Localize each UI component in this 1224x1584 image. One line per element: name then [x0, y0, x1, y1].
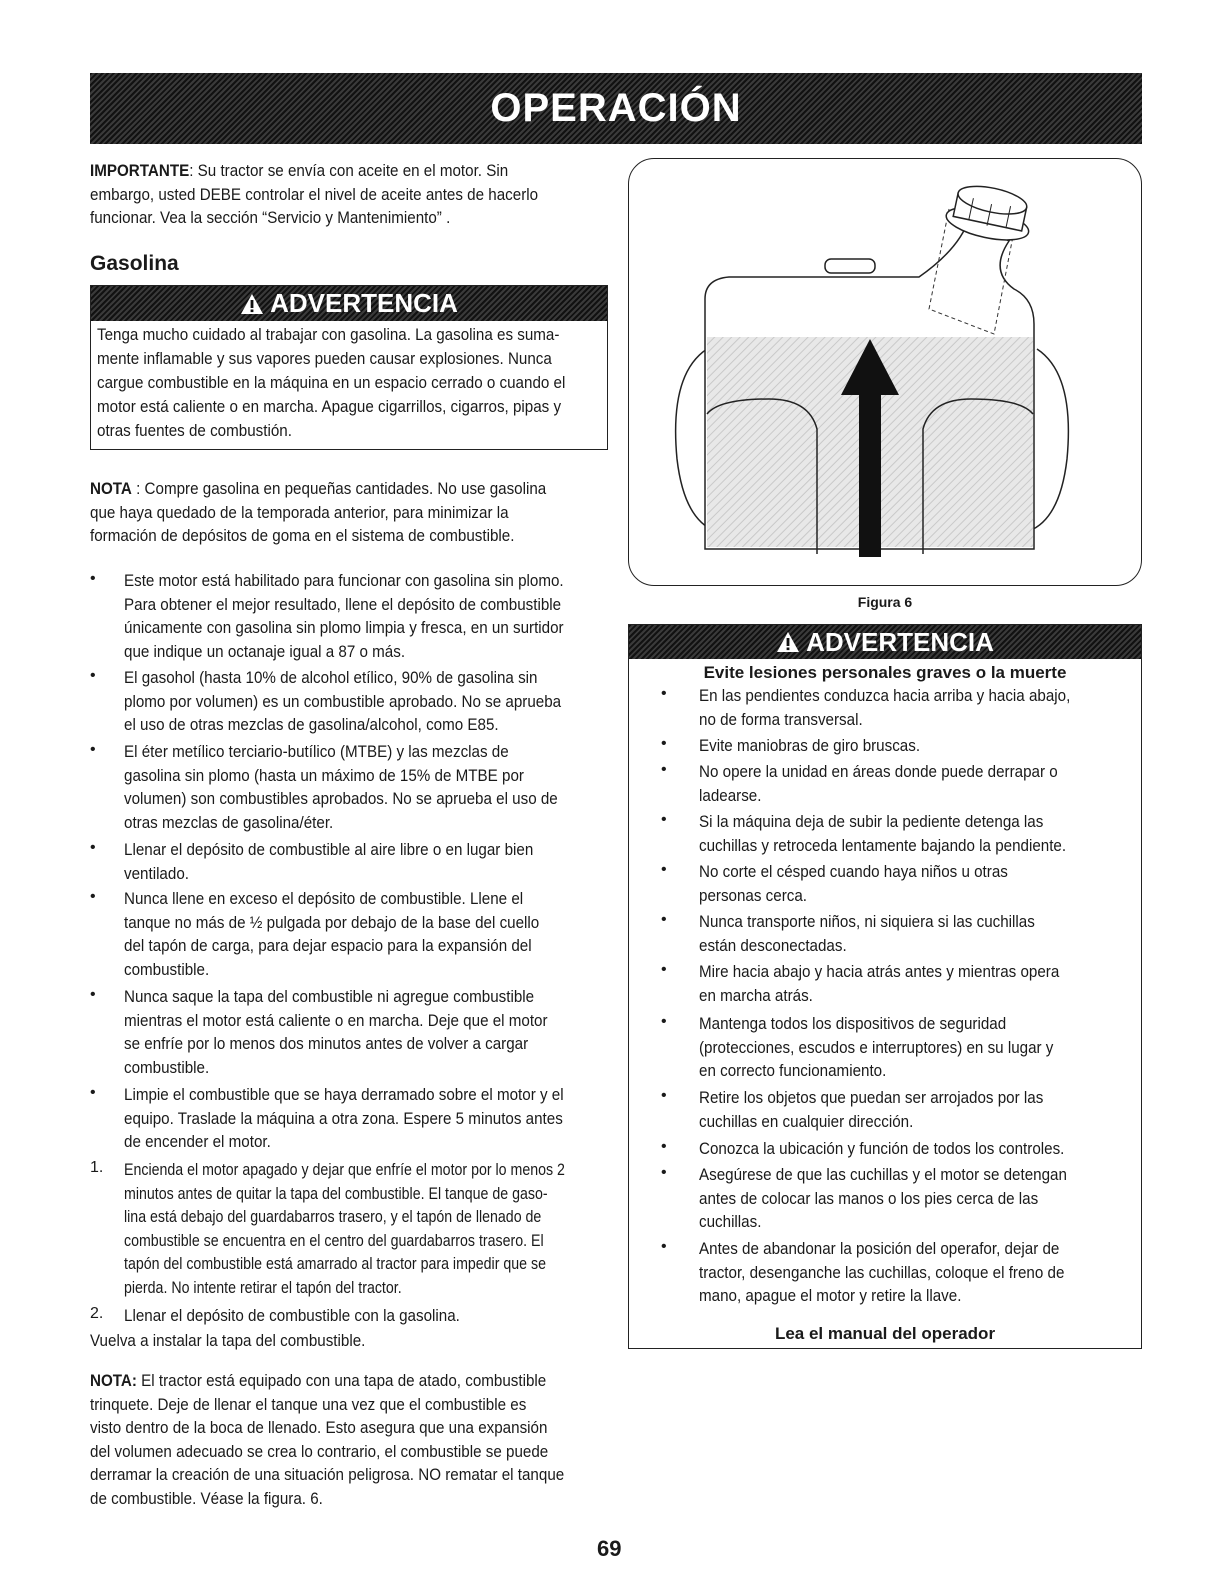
list-line: Para obtener el mejor resultado, llene el depósito de combustible — [124, 595, 562, 614]
list-line: ventilado. — [124, 864, 189, 883]
list-line: gasolina sin plomo (hasta un máximo de 15% de MTBE por — [124, 766, 524, 785]
warning-title: ADVERTENCIA — [806, 626, 994, 657]
list-line: combustible. — [124, 960, 210, 979]
warning-line: ladearse. — [699, 786, 762, 805]
list-line: Llenar el depósito de combustible al aire libre o en lugar bien — [124, 841, 534, 859]
warning-triangle-icon — [240, 293, 264, 315]
warning-line: cargue combustible en la máquina en un espacio cerrado o cuando el — [97, 374, 566, 392]
reinstall-note — [90, 1330, 610, 1354]
nota-line: del volumen adecuado se crea lo contrario, el combustible se puede — [90, 1442, 549, 1461]
warning-line: personas cerca. — [699, 886, 808, 905]
nota-label: NOTA — [90, 480, 132, 498]
importante-label: IMPORTANTE — [90, 162, 190, 180]
warning-line: en correcto funcionamiento. — [699, 1062, 887, 1080]
list-line: combustible. — [124, 1058, 210, 1077]
warning-line: Asegúrese de que las cuchillas y el motor se detengan — [699, 1166, 1067, 1184]
step-number: 1. — [90, 1159, 104, 1176]
list-line: mientras el motor está caliente o en marcha. Deje que el motor — [124, 1011, 548, 1030]
figure-frame — [628, 158, 1142, 586]
bullet-mark: • — [661, 961, 667, 978]
bullet-mark: • — [90, 839, 96, 856]
list-line: El éter metílico terciario-butílico (MTBE) y las mezclas de — [124, 743, 509, 761]
importante-note — [90, 160, 610, 231]
importante-line: : Su tractor se envía con aceite en el motor. Sin — [189, 162, 509, 180]
list-line: del tapón de carga, para dejar espacio para la expansión del — [124, 937, 532, 955]
bullet-mark: • — [661, 811, 667, 828]
bullet-mark: • — [661, 735, 667, 752]
warning-line: En las pendientes conduzca hacia arriba y hacia abajo, — [699, 687, 1071, 705]
nota-line: : Compre gasolina en pequeñas cantidades. No use gasolina — [131, 480, 547, 498]
warning-line: están desconectadas. — [699, 936, 847, 955]
warning-line: mano, apague el motor y retire la llave. — [699, 1287, 962, 1305]
list-line: que indique un octanaje igual a 87 o más. — [124, 642, 406, 661]
list-line: tanque no más de ½ pulgada por debajo de la base del cuello — [124, 913, 540, 932]
warning-line: cuchillas en cualquier dirección. — [699, 1112, 914, 1131]
nota-label: NOTA: — [90, 1372, 137, 1390]
warning-line: otras fuentes de combustión. — [97, 422, 292, 440]
importante-line: embargo, usted DEBE controlar el nivel de aceite antes de hacerlo — [90, 185, 539, 204]
fuel-tank-fill-illustration — [629, 159, 1141, 585]
list-line: Limpie el combustible que se haya derramado sobre el motor y el — [124, 1086, 564, 1104]
warning-line: No corte el césped cuando haya niños u otras — [699, 863, 1008, 881]
nota-line: formación de depósitos de goma en el sistema de combustible. — [90, 527, 515, 545]
list-line: otras mezclas de gasolina/éter. — [124, 813, 334, 832]
bullet-mark: • — [661, 1164, 667, 1181]
page-title: OPERACIÓN — [490, 86, 742, 130]
warning-header — [629, 625, 1141, 659]
bullet-mark: • — [661, 911, 667, 928]
figure-caption: Figura 6 — [857, 594, 913, 610]
bullet-mark: • — [661, 1013, 667, 1030]
warning-line: Si la máquina deja de subir la pediente detenga las — [699, 813, 1044, 831]
warning-line: no de forma transversal. — [699, 710, 863, 729]
bullet-mark: • — [90, 667, 96, 684]
warning-line: Antes de abandonar la posición del operafor, dejar de — [699, 1240, 1060, 1258]
bullet-mark: • — [661, 1138, 667, 1155]
list-line: de encender el motor. — [124, 1133, 271, 1151]
list-line: el uso de otras mezclas de gasolina/alcohol, como E85. — [124, 716, 499, 734]
nota-line: derramar la creación de una situación peligrosa. NO rematar el tanque — [90, 1466, 565, 1484]
warning-line: Mantenga todos los dispositivos de seguridad — [699, 1015, 1007, 1033]
list-line: pierda. No intente retirar el tapón del tractor. — [124, 1278, 402, 1297]
list-line: lina está debajo del guardabarros trasero, y el tapón de llenado de — [124, 1208, 542, 1226]
list-line: Llenar el depósito de combustible con la gasolina. — [124, 1307, 460, 1325]
warning-line: (protecciones, escudos e interruptores) en su lugar y — [699, 1038, 1054, 1057]
importante-line: funcionar. Vea la sección “Servicio y Mantenimiento” . — [90, 209, 451, 227]
warning-line: Nunca transporte niños, ni siquiera si las cuchillas — [699, 913, 1035, 931]
bullet-mark: • — [661, 685, 667, 702]
warning-line: Mire hacia abajo y hacia atrás antes y mientras opera — [699, 963, 1060, 981]
list-line: Encienda el motor apagado y dejar que enfríe el motor por lo menos 2 — [124, 1161, 565, 1179]
list-line: Este motor está habilitado para funcionar con gasolina sin plomo. — [124, 572, 564, 590]
warning-line: Conozca la ubicación y función de todos los controles. — [699, 1140, 1065, 1158]
nota-line: El tractor está equipado con una tapa de atado, combustible — [136, 1372, 547, 1390]
bullet-mark: • — [90, 741, 96, 758]
warning-line: cuchillas. — [699, 1213, 762, 1231]
list-line: se enfríe por lo menos dos minutos antes de volver a cargar — [124, 1035, 529, 1053]
list-line: combustible se encuentra en el centro del guardabarros trasero. El — [124, 1231, 544, 1250]
warning-line: motor está caliente o en marcha. Apague cigarrillos, cigarros, pipas y — [97, 398, 562, 416]
warning-title: ADVERTENCIA — [270, 288, 458, 318]
list-line: únicamente con gasolina sin plomo limpia y fresca, en un surtidor — [124, 619, 564, 637]
warning-line: tractor, desenganche las cuchillas, coloque el freno de — [699, 1263, 1065, 1282]
warning-footer: Lea el manual del operador — [774, 1324, 996, 1343]
step-number: 2. — [90, 1305, 104, 1322]
list-line: equipo. Traslade la máquina a otra zona. Espere 5 minutos antes — [124, 1109, 563, 1128]
bullet-mark: • — [661, 1087, 667, 1104]
list-line: volumen) son combustibles aprobados. No se aprueba el uso de — [124, 790, 558, 808]
list-line: El gasohol (hasta 10% de alcohol etílico, 90% de gasolina sin — [124, 669, 538, 687]
bullet-mark: • — [90, 986, 96, 1003]
bullet-mark: • — [90, 570, 96, 587]
warning-line: cuchillas y retroceda lentamente bajando la pendiente. — [699, 836, 1067, 855]
bullet-mark: • — [661, 861, 667, 878]
bullet-mark: • — [661, 1238, 667, 1255]
warning-triangle-icon — [776, 631, 800, 653]
list-line: Nunca llene en exceso el depósito de combustible. Llene el — [124, 890, 524, 908]
bullet-mark: • — [661, 761, 667, 778]
page-header-banner — [90, 73, 1142, 144]
warning-header — [91, 286, 607, 321]
page-number: 69 — [597, 1536, 622, 1561]
list-line: plomo por volumen) es un combustible aprobado. No se aprueba — [124, 692, 562, 711]
warning-line: Retire los objetos que puedan ser arrojados por las — [699, 1089, 1044, 1107]
nota-paragraph — [90, 478, 610, 549]
warning-line: No opere la unidad en áreas donde puede derrapar o — [699, 763, 1058, 781]
bullet-mark: • — [90, 1084, 96, 1101]
warning-box-gasoline — [90, 285, 608, 450]
nota-line: visto dentro de la boca de llenado. Esto asegura que una expansión — [90, 1419, 548, 1437]
warning-line: Evite maniobras de giro bruscas. — [699, 737, 921, 755]
list-line: tapón del combustible está amarrado al tractor para impedir que se — [124, 1255, 546, 1273]
warning-line: mente inflamable y sus vapores pueden causar explosiones. Nunca — [97, 350, 552, 368]
nota-line: que haya quedado de la temporada anterior, para minimizar la — [90, 503, 509, 522]
warning-line: Tenga mucho cuidado al trabajar con gasolina. La gasolina es suma- — [97, 326, 560, 344]
warning-line: en marcha atrás. — [699, 986, 813, 1005]
nota-paragraph-2 — [90, 1370, 610, 1511]
list-line: Nunca saque la tapa del combustible ni agregue combustible — [124, 988, 535, 1006]
warning-subtitle: Evite lesiones personales graves o la muerte — [703, 663, 1067, 682]
warning-line: antes de colocar las manos o los pies cerca de las — [699, 1189, 1039, 1208]
nota-line: de combustible. Véase la figura. 6. — [90, 1489, 323, 1508]
nota-line: trinquete. Deje de llenar el tanque una vez que el combustible es — [90, 1395, 527, 1414]
warning-box-slopes — [628, 624, 1142, 1349]
bullet-mark: • — [90, 888, 96, 905]
section-title: Gasolina — [90, 252, 179, 275]
reinstall-text: Vuelva a instalar la tapa del combustible. — [90, 1332, 366, 1350]
list-line: minutos antes de quitar la tapa del combustible. El tanque de gaso- — [124, 1184, 548, 1203]
